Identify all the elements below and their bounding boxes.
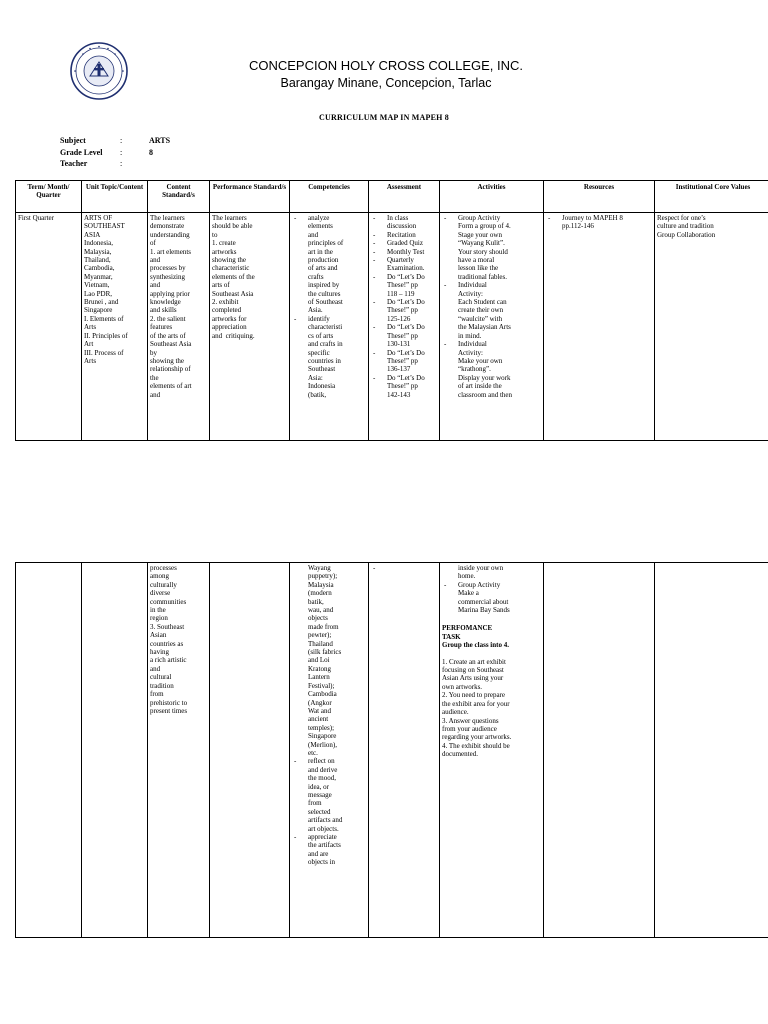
cell-line: Cambodia, [84,264,115,273]
list-item [442,214,541,281]
cell-line: 1. art elements [150,247,192,256]
list-item-line: the cultures [308,289,341,298]
list-item-line: - Quarterly [387,256,414,265]
cell-line: Asian [150,631,167,640]
list-item-line: have a moral [458,256,495,265]
list-item-line: crafts [308,272,324,281]
list-item [371,239,437,247]
list-item [442,281,541,340]
list-item-line: - Group Activity [458,214,501,222]
list-item-line: Make a [458,589,479,598]
cell-line: audience. [442,708,469,717]
curriculum-table-page-1 [15,180,768,441]
cell-line: Respect for one’s [657,214,706,222]
cell-line: communities [150,597,187,606]
cell-line: and [150,390,161,399]
cell-line: by [150,348,157,357]
list-item-line: Make your own [458,356,503,365]
resources-cell [544,213,655,441]
cell-line: from your audience [442,724,497,733]
cell-line: Wayang [308,564,331,572]
list-item-line: objects in [308,858,336,867]
list-item-line: These!” pp [387,306,418,315]
list-item-line: from [308,799,322,808]
cell-line: arts of [212,281,230,290]
list-item-line: and derive [308,765,338,774]
cell-line: having [150,648,170,657]
list-item-line: art in the [308,247,333,256]
col-term: Term/ Month/ Quarter [16,181,82,213]
list-item-line: 130-131 [387,340,411,349]
cell-line: Asian Arts using your [442,674,504,683]
activities-cell [440,213,544,441]
list-item [292,315,366,399]
core-values-cell [655,213,768,441]
grade-level-label: Grade Level [60,147,103,157]
list-item-line: classroom and then [458,390,513,399]
cell-line: 2. the salient [150,314,186,323]
list-item-line: - Graded Quiz [387,239,423,248]
performance-task-steps [442,658,541,759]
list-item-line: “Wayang Kulit”. [458,239,505,248]
document-title: CURRICULUM MAP IN MAPEH 8 [319,113,449,122]
list-item-line: - Do “Let’s Do [387,323,425,332]
table-row [16,563,768,938]
list-item-line: “waulcite” with [458,314,503,323]
list-item-line: - reflect on [308,757,335,766]
list-item-line: 142-143 [387,390,411,399]
list-item [371,256,437,273]
list-item-line: Activity: [458,289,483,298]
list-item-line: 125-126 [387,314,411,323]
cell-line: elements of the [212,272,255,281]
cell-line: of [150,239,156,248]
cell-line: temples); [308,723,335,732]
term-value: First Quarter [18,214,54,222]
competencies-continued [292,564,366,757]
cell-line: 4. The exhibit should be [442,741,510,750]
cell-line: knowledge [150,298,181,307]
cell-line: Indonesia, [84,239,113,248]
cell-line: 2. You need to prepare [442,691,505,700]
cell-line: appreciation [212,323,247,332]
cell-line: puppetry); [308,572,338,581]
cell-line: features [150,323,173,332]
list-item-line: the mood, [308,774,336,783]
resources-cell [544,563,655,938]
cell-line: from [150,690,164,699]
list-item-line: traditional fables. [458,272,507,281]
cell-line: applying prior [150,289,190,298]
list-item-line: inspired by [308,281,340,290]
list-item-line: Southeast [308,365,336,374]
school-address: Barangay Minane, Concepcion, Tarlac [280,76,492,90]
cell-line: synthesizing [150,272,185,281]
activities-list [442,214,541,399]
list-item-line: - identify [308,314,330,323]
cell-line: characteristic [212,264,250,273]
cell-line: 3. Answer questions [442,716,499,725]
performance-task-title-2: TASK [442,632,461,641]
term-cell [16,563,82,938]
list-item [371,214,437,231]
cell-line: diverse [150,589,171,598]
cell-line: Art [84,340,94,349]
list-item-line: These!” pp [387,281,418,290]
header-row [16,181,768,213]
list-item [371,248,437,256]
cell-line: of the arts of [150,331,186,340]
list-item-line: the Malaysian Arts [458,323,511,332]
list-item-line: Marina Bay Sands [458,606,510,615]
list-item [371,231,437,239]
performance-standard-cell [210,563,290,938]
cell-line: Arts [84,356,97,365]
cell-line: regarding your artworks. [442,733,512,742]
cell-line: showing the [212,256,247,265]
list-item-line: - Do “Let’s Do [387,348,425,357]
cell-line: I. Elements of [84,314,124,323]
cell-line: (silk fabrics [308,648,342,657]
cell-line: 1. create [212,239,236,248]
assessment-cell [369,213,440,441]
cell-line: batik, [308,597,324,606]
list-item-line: “krathong”. [458,365,491,374]
cell-line: and [150,256,161,265]
cell-line: and [150,664,161,673]
list-item-line: - appreciate [308,833,337,841]
cell-line: ARTS OF [84,214,113,222]
cell-line: among [150,572,170,581]
cell-line: II. Principles of [84,331,128,340]
list-item-line: elements [308,222,333,231]
cell-line: pewter); [308,631,332,640]
grade-level-row: Grade Level : 8 [60,147,153,157]
list-item-line: and are [308,849,329,858]
cell-line: etc. [308,748,318,757]
list-item-line: Form a group of 4. [458,222,511,231]
list-item [371,349,437,374]
competencies-cell [290,563,369,938]
col-resources: Resources [544,181,655,213]
cell-line: Malaysia, [84,247,112,256]
cell-line: processes by [150,264,186,273]
list-item-line: - Monthly Test [387,247,425,256]
cell-line: Group Collaboration [657,230,716,239]
cell-line: understanding [150,230,190,239]
list-item-line: discussion [387,222,417,231]
list-item-line: - Individual [458,340,487,349]
cell-line: Singapore [84,306,113,315]
list-item-line: These!” pp [387,382,418,391]
cell-line: 2. exhibit [212,298,239,307]
cell-line: Lantern [308,673,330,682]
cell-line: (Merlion), [308,740,337,749]
cell-line: Thailand, [84,256,111,265]
cell-line: focusing on Southeast [442,666,504,675]
cell-line: elements of art [150,382,192,391]
activities-cell [440,563,544,938]
subject-label: Subject [60,136,86,145]
cell-line: 1. Create an art exhibit [442,657,506,666]
list-item-line: - Journey to MAPEH 8 [562,214,623,222]
list-item-line: of art inside the [458,382,502,391]
list-item-line: Asia. [308,306,323,315]
cell-line: cultural [150,673,172,682]
cell-line: Southeast Asia [212,289,254,298]
assessment-list [371,214,437,399]
school-name: CONCEPCION HOLY CROSS COLLEGE, INC. [248,58,524,73]
list-item-line: lesson like the [458,264,499,273]
cell-line: home. [458,572,476,581]
list-item [442,581,541,615]
teacher-row: Teacher : [60,159,123,168]
content-standard-lines [150,564,207,715]
list-item-line: Asia: [308,373,323,382]
list-item [292,833,366,867]
col-assessment: Assessment [369,181,440,213]
cell-line: and [150,281,161,290]
competencies-list [292,214,366,399]
cell-line: in the [150,606,166,615]
table-row [16,213,768,441]
list-item-line: Your story should [458,247,508,256]
core-values-cell [655,563,768,938]
activities-list [442,581,541,615]
subject-row: Subject : ARTS [60,136,171,145]
performance-standard-cell [210,213,290,441]
list-item-line: Stage your own [458,230,502,239]
cell-line: culture and tradition [657,222,714,231]
cell-line: wau, and [308,606,334,615]
unit-cell [82,563,148,938]
col-performance-standard: Performance Standard/s [210,181,290,213]
list-item-line: - Recitation [387,230,416,239]
cell-line: the exhibit area for your [442,699,510,708]
performance-task-subtitle: Group the class into 4. [442,641,509,650]
cell-line: showing the [150,356,185,365]
cell-line: Arts [84,323,97,332]
list-item-line: - Do “Let’s Do [387,373,425,382]
cell-line: should be able [212,222,253,231]
list-item-line: artifacts and [308,816,343,825]
cell-line: SOUTHEAST [84,222,125,231]
cell-line: prehistoric to [150,698,188,707]
list-item-line: - Do “Let’s Do [387,298,425,307]
cell-line: Lao PDR, [84,289,112,298]
cell-line: artworks [212,247,237,256]
list-item-line: and [308,230,319,239]
unit-cell [82,213,148,441]
list-item-line: - Individual [458,281,487,290]
cell-line: a rich artistic [150,656,187,665]
list-item-line: idea, or [308,782,329,791]
col-content-standard: Content Standard/s [148,181,210,213]
list-item-line: Activity: [458,348,483,357]
list-item-line: specific [308,348,330,357]
list-item-line: Indonesia [308,382,336,391]
cell-line: 3. Southeast [150,622,185,631]
curriculum-table-page-2 [15,562,768,938]
cell-line: present times [150,706,188,715]
cell-line: culturally [150,580,177,589]
performance-standard-lines [212,214,287,340]
list-item-line: the artifacts [308,841,341,850]
cell-line: The learners [150,214,185,222]
list-item-line: selected [308,807,331,816]
cell-line: Festival); [308,681,335,690]
list-item-line: pp.112-146 [562,222,594,231]
list-item-line: Examination. [387,264,425,273]
list-item-line: These!” pp [387,356,418,365]
col-core-values: Institutional Core Values [655,181,768,213]
cell-line: The learners [212,214,247,222]
list-item [292,214,366,315]
cell-line: and skills [150,306,177,315]
cell-line: Thailand [308,639,333,648]
list-item-line: principles of [308,239,344,248]
list-item-line: production [308,256,339,265]
cell-line: demonstrate [150,222,185,231]
cell-line: III. Process of [84,348,124,357]
list-item-line: - Group Activity [458,580,501,589]
cell-line: artworks for [212,314,247,323]
list-item-line: characteristi [308,323,343,332]
cell-line: objects [308,614,328,623]
performance-task-title: PERFOMANCE [442,624,493,633]
cell-line: completed [212,306,242,315]
competencies-list [292,757,366,866]
term-cell [16,213,82,441]
list-item-line: (batik, [308,390,327,399]
cell-line: relationship of [150,365,191,374]
list-item [371,273,437,298]
list-item-line: message [308,790,332,799]
cell-line: (Angkor [308,698,332,707]
list-item [371,323,437,348]
cell-line: Wat and [308,706,331,715]
list-item-line: These!” pp [387,331,418,340]
list-item-line: commercial about [458,597,509,606]
list-item [371,374,437,399]
unit-lines [84,214,145,365]
list-item-line: in mind. [458,331,482,340]
subject-value: ARTS [149,136,171,145]
cell-line: and Loi [308,656,330,665]
list-item-line: create their own [458,306,504,315]
cell-line: processes [150,564,177,572]
col-activities: Activities [440,181,544,213]
list-item-line: of arts and [308,264,338,273]
activities-continued [442,564,541,581]
content-standard-cell [148,213,210,441]
cell-line: Singapore [308,732,337,741]
col-competencies: Competencies [290,181,369,213]
list-item-line: Display your work [458,373,511,382]
list-item [442,340,541,399]
list-item-line: 136-137 [387,365,411,374]
cell-line: region [150,614,168,623]
list-item-line: Each Student can [458,298,507,307]
cell-line: Brunei , and [84,298,119,307]
cell-line: ASIA [84,230,101,239]
cell-line: and critiquing. [212,331,255,340]
list-item-line: - Do “Let’s Do [387,272,425,281]
list-item-line: of Southeast [308,298,343,307]
cell-line: Southeast Asia [150,340,192,349]
list-item-line: art objects. [308,824,339,833]
cell-line: inside your own [458,564,504,572]
list-item-line: - In class [387,214,409,222]
list-item [292,757,366,833]
assessment-cell [369,563,440,938]
cell-line: own artworks. [442,682,483,691]
list-item [546,214,652,231]
col-unit: Unit Topic/Content [82,181,148,213]
cell-line: documented. [442,750,478,759]
cell-line: to [212,230,218,239]
cell-line: Malaysia [308,580,334,589]
cell-line: (modern [308,589,332,598]
resources-list [546,214,652,231]
core-values-lines [657,214,768,239]
cell-line: made from [308,622,339,631]
list-item-line: and crafts in [308,340,343,349]
cell-line: Cambodia [308,690,337,699]
cell-line: Myanmar, [84,272,113,281]
cell-line: tradition [150,681,174,690]
list-item-line: - analyze [308,214,330,222]
list-item [371,298,437,323]
list-item-line: cs of arts [308,331,334,340]
list-item-line: countries in [308,356,341,365]
cell-line: Vietnam, [84,281,110,290]
grade-level-value: 8 [149,147,153,157]
cell-line: Kratong [308,664,331,673]
cell-line: ancient [308,715,329,724]
content-standard-lines [150,214,207,399]
competencies-cell [290,213,369,441]
cell-line: countries as [150,639,184,648]
list-item-line: 118 – 119 [387,289,415,298]
teacher-label: Teacher [60,159,88,168]
content-standard-cell [148,563,210,938]
cell-line: the [150,373,159,382]
